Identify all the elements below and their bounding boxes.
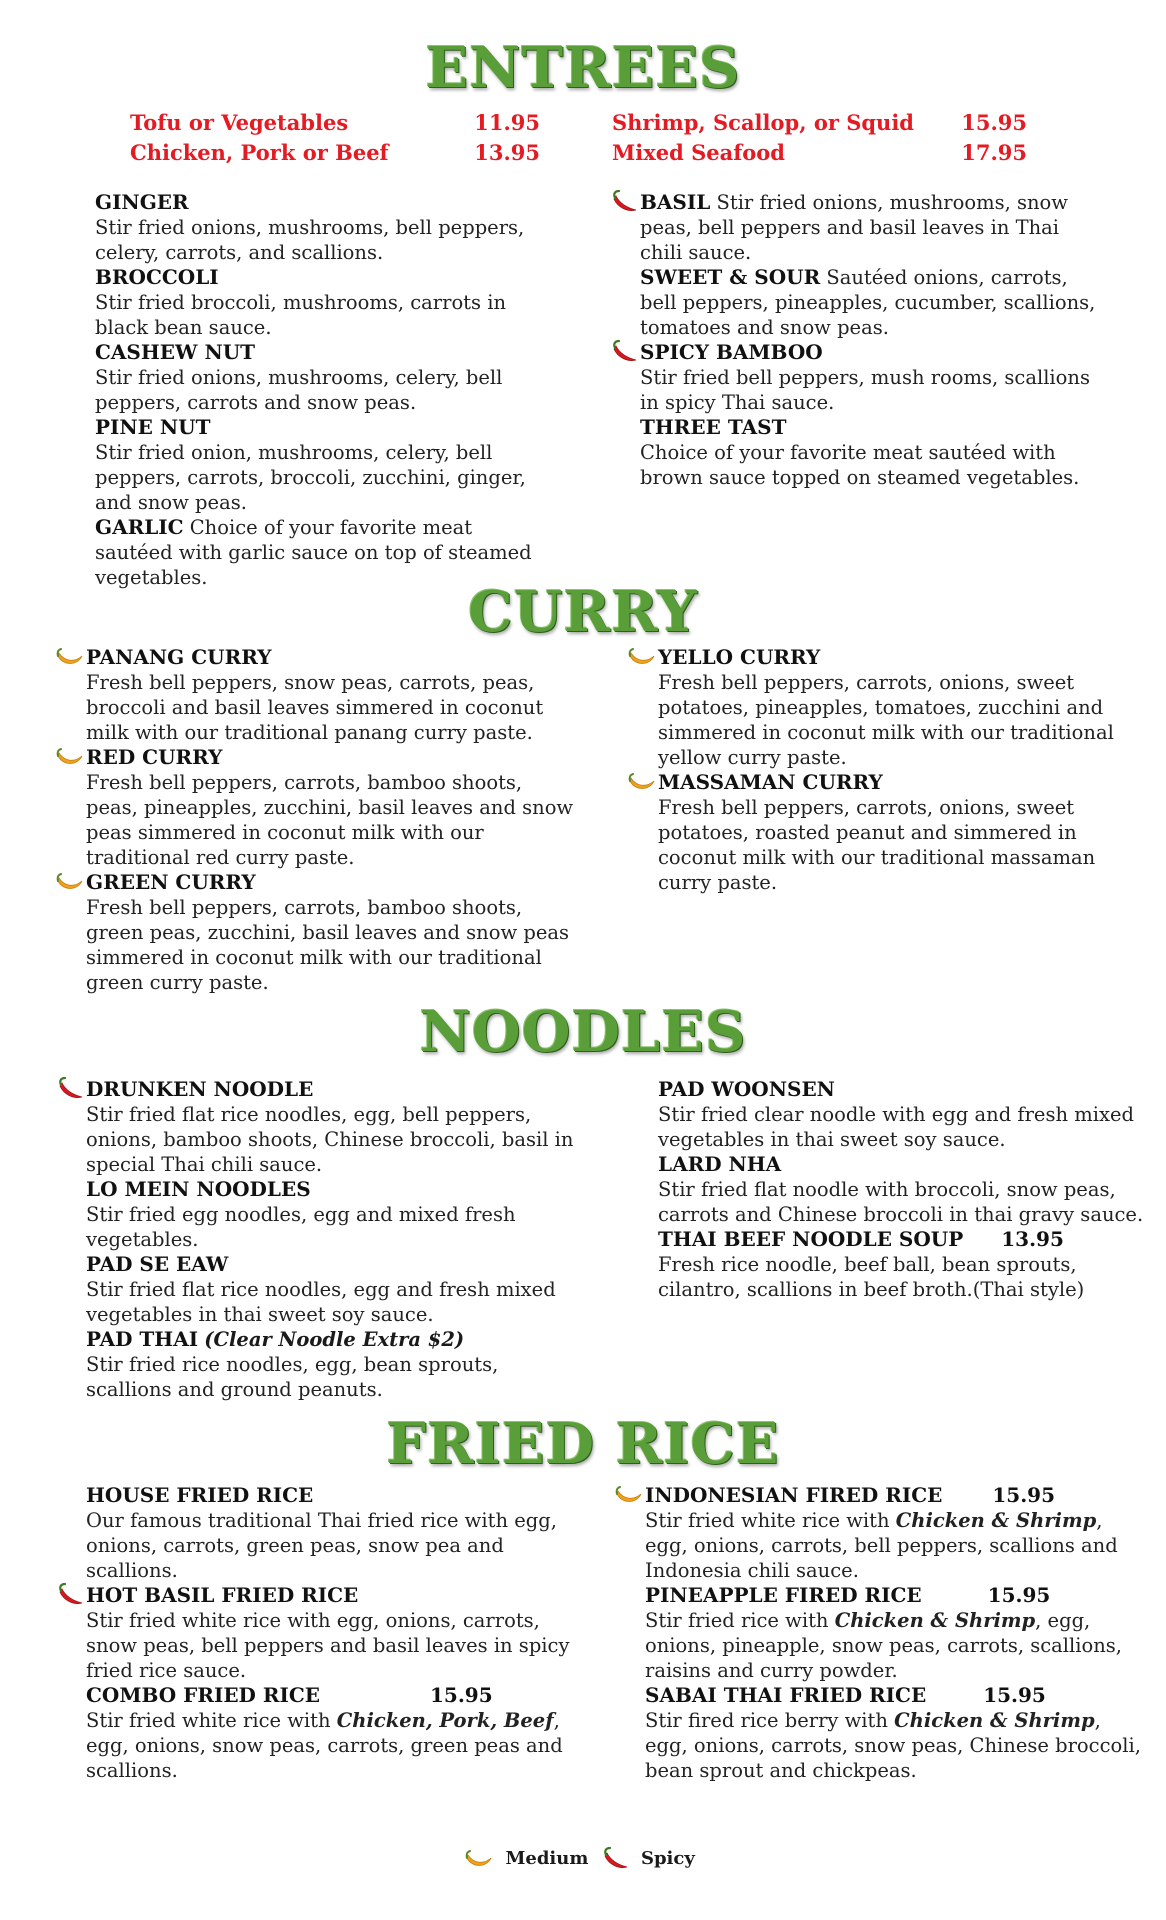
noodles-right-column: [658, 1077, 1148, 1302]
red-chili-icon: [601, 1845, 629, 1871]
fried-rice-title: FRIED RICE: [386, 1411, 780, 1477]
red-chili-icon: [610, 338, 638, 364]
yellow-pepper-icon: [628, 643, 656, 669]
menu-item-pineapple-fired-rice: PINEAPPLE FIRED RICE 15.95 Stir fried rice with Chicken & Shrimp, egg, onions, pineapple, snow peas, carrots, scallions, raisins and curry powder.: [645, 1583, 1123, 1682]
curry-title: CURRY: [468, 579, 698, 645]
yellow-pepper-icon: [56, 743, 84, 769]
menu-item-sabai-thai-fried-rice: SABAI THAI FRIED RICE 15.95 Stir fired rice berry with Chicken & Shrimp, egg, onions, carrots, snow peas, Chinese broccoli, bean sprout and chickpeas.: [645, 1683, 1141, 1782]
price-row-tofu: Tofu or Vegetables 11.95: [130, 110, 540, 135]
menu-item-green-curry: GREEN CURRY Fresh bell peppers, carrots, bamboo shoots, green peas, zucchini, basil leaves and snow peas simmered in coconut milk with our traditional green curry paste.: [86, 870, 576, 995]
price-row-chicken: Chicken, Pork or Beef 13.95: [130, 140, 540, 165]
menu-item-three-tast: THREE TAST Choice of your favorite meat sautéed with brown sauce topped on steamed vegetables.: [640, 415, 1080, 489]
yellow-pepper-icon: [465, 1845, 493, 1871]
entrees-left-column: [95, 190, 555, 590]
legend-spicy-label: Spicy: [640, 1847, 695, 1869]
menu-item-lo-mein-noodles: LO MEIN NOODLES Stir fried egg noodles, egg and mixed fresh vegetables.: [86, 1177, 516, 1251]
red-chili-icon: [610, 188, 638, 214]
menu-item-massaman-curry: MASSAMAN CURRY Fresh bell peppers, carrots, onions, sweet potatoes, roasted peanut and simmered in coconut milk with our traditional massaman curry paste.: [658, 770, 1148, 895]
price-row-seafood: Mixed Seafood 17.95: [612, 140, 1027, 165]
menu-item-spicy-bamboo: SPICY BAMBOO Stir fried bell peppers, mush rooms, scallions in spicy Thai sauce.: [640, 340, 1100, 415]
curry-left-column: [86, 645, 576, 995]
menu-item-drunken-noodle: DRUNKEN NOODLE Stir fried flat rice noodles, egg, bell peppers, onions, bamboo shoots, Chinese broccoli, basil in special Thai chili sauce.: [86, 1077, 576, 1177]
yellow-pepper-icon: [56, 643, 84, 669]
menu-item-hot-basil-fried-rice: HOT BASIL FRIED RICE Stir fried white rice with egg, onions, carrots, snow peas, bell peppers and basil leaves in spicy fried rice sauce.: [86, 1583, 576, 1683]
yellow-pepper-icon: [56, 868, 84, 894]
menu-item-pad-woonsen: PAD WOONSEN Stir fried clear noodle with egg and fresh mixed vegetables in thai sweet soy sauce.: [658, 1077, 1134, 1151]
spice-legend: [0, 1845, 1166, 1871]
legend-medium-label: Medium: [505, 1847, 589, 1869]
noodles-left-column: [86, 1077, 576, 1402]
menu-item-pad-thai: PAD THAI (Clear Noodle Extra $2) Stir fried rice noodles, egg, bean sprouts, scallions and ground peanuts.: [86, 1327, 499, 1401]
menu-item-cashew-nut: CASHEW NUT Stir fried onions, mushrooms, celery, bell peppers, carrots and snow peas.: [95, 340, 503, 414]
menu-item-indonesian-fired-rice: INDONESIAN FIRED RICE 15.95 Stir fried white rice with Chicken & Shrimp, egg, onions, carrots, bell peppers, scallions and Indonesia chili sauce.: [645, 1483, 1145, 1583]
menu-item-ginger: GINGER Stir fried onions, mushrooms, bell peppers, celery, carrots, and scallions.: [95, 190, 525, 264]
red-chili-icon: [56, 1075, 84, 1101]
fried-rice-right-column: [645, 1483, 1145, 1783]
red-chili-icon: [56, 1581, 84, 1607]
menu-item-combo-fried-rice: COMBO FRIED RICE 15.95 Stir fried white rice with Chicken, Pork, Beef, egg, onions, snow peas, carrots, green peas and scallions.: [86, 1683, 563, 1782]
menu-item-red-curry: RED CURRY Fresh bell peppers, carrots, bamboo shoots, peas, pineapples, zucchini, basil leaves and snow peas simmered in coconut milk with our traditional red curry paste.: [86, 745, 576, 870]
menu-item-garlic: GARLIC Choice of your favorite meat sautéed with garlic sauce on top of steamed vegetables.: [95, 515, 532, 589]
menu-item-sweet-sour: SWEET & SOUR Sautéed onions, carrots, bell peppers, pineapples, cucumber, scallions, tomatoes and snow peas.: [640, 265, 1096, 339]
entrees-right-column: [640, 190, 1100, 490]
menu-item-house-fried-rice: HOUSE FRIED RICE Our famous traditional Thai fried rice with egg, onions, carrots, green peas, snow pea and scallions.: [86, 1483, 557, 1582]
menu-item-panang-curry: PANANG CURRY Fresh bell peppers, snow peas, carrots, peas, broccoli and basil leaves simmered in coconut milk with our traditional panang curry paste.: [86, 645, 576, 745]
fried-rice-left-column: [86, 1483, 576, 1783]
menu-item-lard-nha: LARD NHA Stir fried flat noodle with broccoli, snow peas, carrots and Chinese broccoli in thai gravy sauce.: [658, 1152, 1144, 1226]
noodles-title: NOODLES: [419, 999, 747, 1065]
menu-item-yello-curry: YELLO CURRY Fresh bell peppers, carrots, onions, sweet potatoes, pineapples, tomatoes, zucchini and simmered in coconut milk with our traditional yellow curry paste.: [658, 645, 1148, 770]
menu-item-basil: BASIL Stir fried onions, mushrooms, snow peas, bell peppers and basil leaves in Thai chili sauce.: [640, 190, 1100, 265]
menu-item-pine-nut: PINE NUT Stir fried onion, mushrooms, celery, bell peppers, carrots, broccoli, zucchini, ginger, and snow peas.: [95, 415, 526, 514]
yellow-pepper-icon: [628, 768, 656, 794]
menu-item-broccoli: BROCCOLI Stir fried broccoli, mushrooms, carrots in black bean sauce.: [95, 265, 507, 339]
yellow-pepper-icon: [615, 1481, 643, 1507]
price-row-shrimp: Shrimp, Scallop, or Squid 15.95: [612, 110, 1027, 135]
curry-right-column: [658, 645, 1148, 895]
menu-item-pad-se-eaw: PAD SE EAW Stir fried flat rice noodles, egg and fresh mixed vegetables in thai sweet soy sauce.: [86, 1252, 556, 1326]
entrees-title: ENTREES: [425, 35, 741, 101]
menu-item-thai-beef-noodle-soup: THAI BEEF NOODLE SOUP 13.95 Fresh rice noodle, beef ball, bean sprouts, cilantro, scallions in beef broth.(Thai style): [658, 1227, 1085, 1301]
